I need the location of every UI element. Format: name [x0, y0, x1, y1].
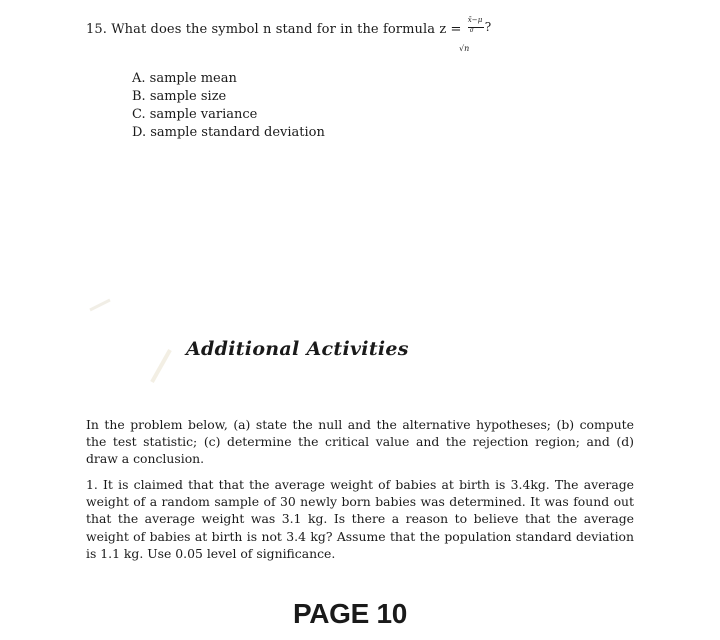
formula-sqrt-n: √n [459, 44, 470, 53]
choice-a: A. sample mean [132, 71, 237, 86]
formula-fraction [466, 16, 492, 34]
page-number: PAGE 10 [292, 598, 408, 629]
choice-d: D. sample standard deviation [132, 125, 325, 140]
formula-denominator: σ [469, 27, 474, 34]
question-15-text: 15. What does the symbol n stand for in the formula z = [86, 22, 462, 37]
choice-b: B. sample size [132, 89, 227, 104]
formula-numerator: x̄−μ [467, 16, 483, 24]
additional-activities-heading: Additional Activities [186, 338, 409, 360]
choice-c: C. sample variance [132, 107, 258, 122]
question-mark: ? [484, 20, 492, 34]
faint-decoration-graphic [80, 290, 190, 400]
answer-choices [132, 70, 325, 142]
question-15 [86, 16, 492, 37]
instructions-paragraph: In the problem below, (a) state the null and the alternative hypotheses; (b) compute the test statistic; (c) determine the critical value and the rejection region; and (d) draw a conclusion. [86, 417, 634, 466]
problem-1-paragraph: 1. It is claimed that that the average weight of babies at birth is 3.4kg. The average weight of a random sample of 30 newly born babies was determined. It was found out that the average weight was 3.1 kg. Is there a reason to believe that the average weight of babies at birth is not 3.4 kg? Assume that the population standard deviation is 1.1 kg. Use 0.05 level of significance. [86, 477, 634, 561]
